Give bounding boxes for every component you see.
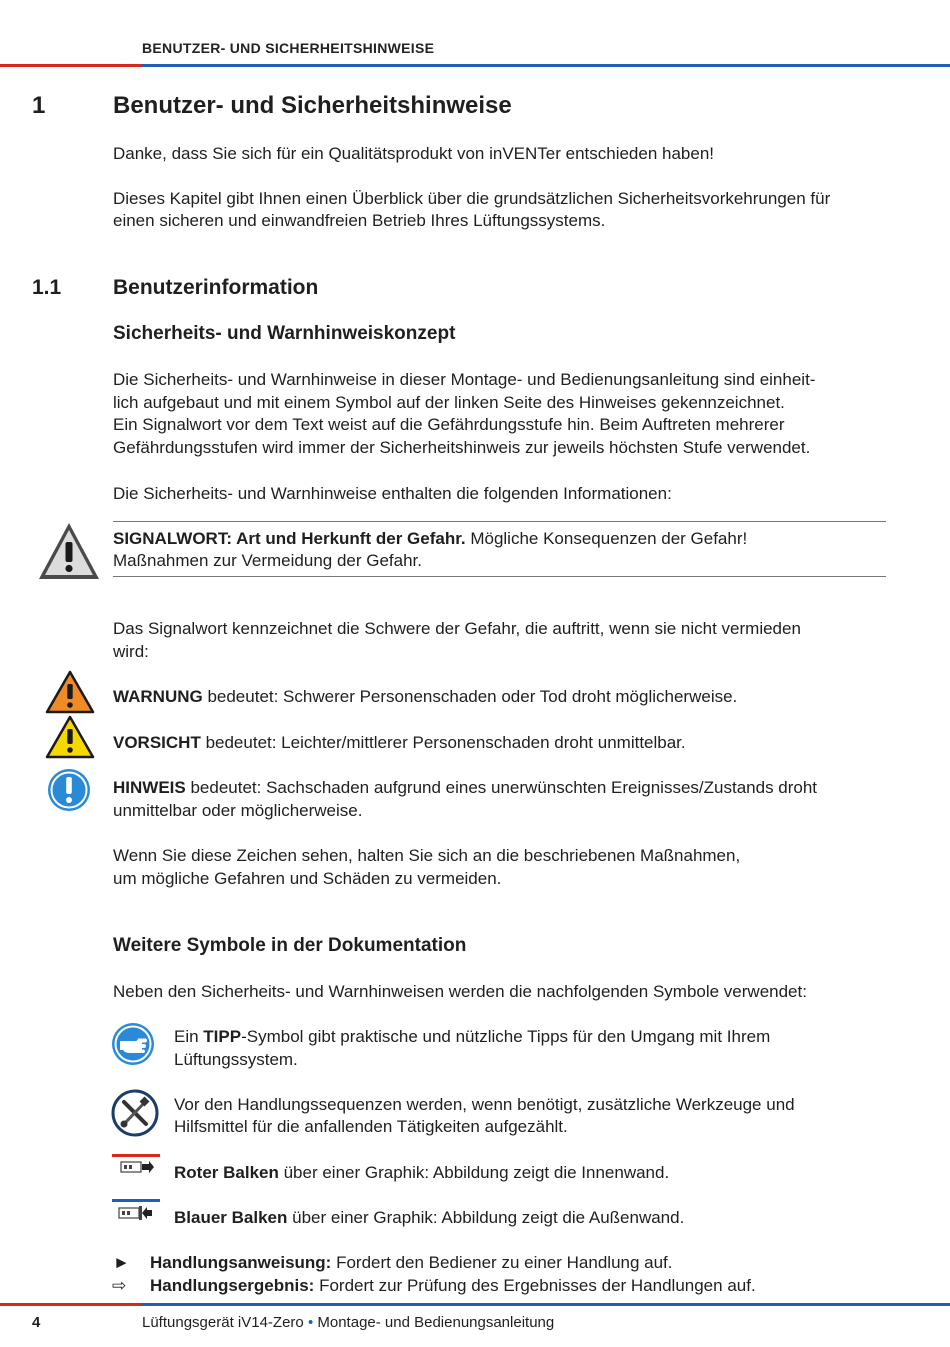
blue-bar-exterior-icon	[112, 1199, 160, 1225]
footer-doc-title	[142, 1314, 554, 1331]
concept-para-line3: Ein Signalwort vor dem Text weist auf die Gefährdungsstufe hin. Beim Auftreten mehrerer	[113, 415, 785, 434]
footer-doc: Montage- und Bedienungsanleitung	[317, 1314, 555, 1331]
subsection-number: 1.1	[32, 276, 62, 299]
info-exclamation-icon	[47, 768, 91, 812]
closing-line2: um mögliche Gefahren und Schäden zu vermeiden.	[113, 869, 502, 888]
result-bullet: ⇨	[112, 1276, 127, 1295]
tools-icon	[111, 1089, 159, 1137]
action-bullet: ►	[113, 1253, 130, 1272]
tipp-line2: Lüftungssystem.	[174, 1050, 298, 1069]
hinweis-line1: HINWEIS bedeutet: Sachschaden aufgrund eines unerwünschten Ereignisses/Zustands droht	[113, 778, 818, 797]
example-line1: SIGNALWORT: Art und Herkunft der Gefahr. Mögliche Konsequenzen der Gefahr!	[113, 529, 748, 548]
info-intro: Die Sicherheits- und Warnhinweise enthalten die folgenden Informationen:	[113, 484, 672, 503]
subsection-title: Benutzerinformation	[113, 276, 319, 299]
footer-separator: •	[307, 1314, 314, 1331]
running-header: BENUTZER- UND SICHERHEITSHINWEISE	[142, 40, 435, 56]
action-line: Handlungsanweisung: Fordert den Bediener zu einer Handlung auf.	[150, 1253, 673, 1272]
vorsicht-line: VORSICHT bedeutet: Leichter/mittlerer Personenschaden droht unmittelbar.	[113, 733, 686, 752]
concept-heading: Sicherheits- und Warnhinweiskonzept	[113, 323, 456, 344]
blue-bar-line: Blauer Balken über einer Graphik: Abbildung zeigt die Außenwand.	[174, 1208, 685, 1227]
section-title: Benutzer- und Sicherheitshinweise	[113, 92, 512, 119]
example-bottom-rule	[113, 576, 886, 577]
footer-product: Lüftungsgerät iV14-Zero	[142, 1314, 304, 1331]
tipp-line1: Ein TIPP-Symbol gibt praktische und nützliche Tipps für den Umgang mit Ihrem	[174, 1027, 771, 1046]
symbols-intro: Neben den Sicherheits- und Warnhinweisen werden die nachfolgenden Symbole verwendet:	[113, 982, 807, 1001]
section-number: 1	[32, 92, 46, 119]
hinweis-line2: unmittelbar oder möglicherweise.	[113, 801, 363, 820]
intro-chapter-line1: Dieses Kapitel gibt Ihnen einen Überblick über die grundsätzlichen Sicherheitsvorkehrungen für	[113, 189, 831, 208]
header-red-bar	[0, 64, 142, 67]
concept-para-line1: Die Sicherheits- und Warnhinweise in dieser Montage- und Bedienungsanleitung sind einheit-	[113, 370, 816, 389]
general-warning-icon	[36, 520, 102, 582]
tools-line1: Vor den Handlungssequenzen werden, wenn benötigt, zusätzliche Werkzeuge und	[174, 1095, 795, 1114]
red-bar-interior-icon	[112, 1154, 160, 1180]
concept-para-line4: Gefährdungsstufen wird immer der Sicherheitshinweis zur jeweils höchsten Stufe verwendet.	[113, 438, 811, 457]
footer-red-bar	[0, 1303, 142, 1306]
concept-para-line2: lich aufgebaut und mit einem Symbol auf der linken Seite des Hinweises gekennzeichnet.	[113, 393, 785, 412]
signal-intro-line2: wird:	[113, 642, 149, 661]
result-line: Handlungsergebnis: Fordert zur Prüfung des Ergebnisses der Handlungen auf.	[150, 1276, 756, 1295]
example-line2: Maßnahmen zur Vermeidung der Gefahr.	[113, 551, 422, 570]
page-number: 4	[32, 1314, 41, 1331]
signal-intro-line1: Das Signalwort kennzeichnet die Schwere der Gefahr, die auftritt, wenn sie nicht vermieden	[113, 619, 801, 638]
red-bar-line: Roter Balken über einer Graphik: Abbildung zeigt die Innenwand.	[174, 1163, 670, 1182]
intro-thanks: Danke, dass Sie sich für ein Qualitätsprodukt von inVENTer entschieden haben!	[113, 144, 715, 163]
header-blue-bar	[142, 64, 950, 67]
closing-line1: Wenn Sie diese Zeichen sehen, halten Sie sich an die beschriebenen Maßnahmen,	[113, 846, 741, 865]
tip-hand-icon	[111, 1022, 155, 1066]
footer-blue-bar	[142, 1303, 950, 1306]
example-top-rule	[113, 521, 886, 522]
warnung-line: WARNUNG bedeutet: Schwerer Personenschaden oder Tod droht möglicherweise.	[113, 687, 738, 706]
symbols-heading: Weitere Symbole in der Dokumentation	[113, 935, 467, 956]
tools-line2: Hilfsmittel für die anfallenden Tätigkeiten aufgezählt.	[174, 1117, 568, 1136]
intro-chapter-line2: einen sicheren und einwandfreien Betrieb Ihres Lüftungssystems.	[113, 211, 606, 230]
caution-yellow-icon	[45, 715, 95, 759]
warning-orange-icon	[45, 670, 95, 714]
